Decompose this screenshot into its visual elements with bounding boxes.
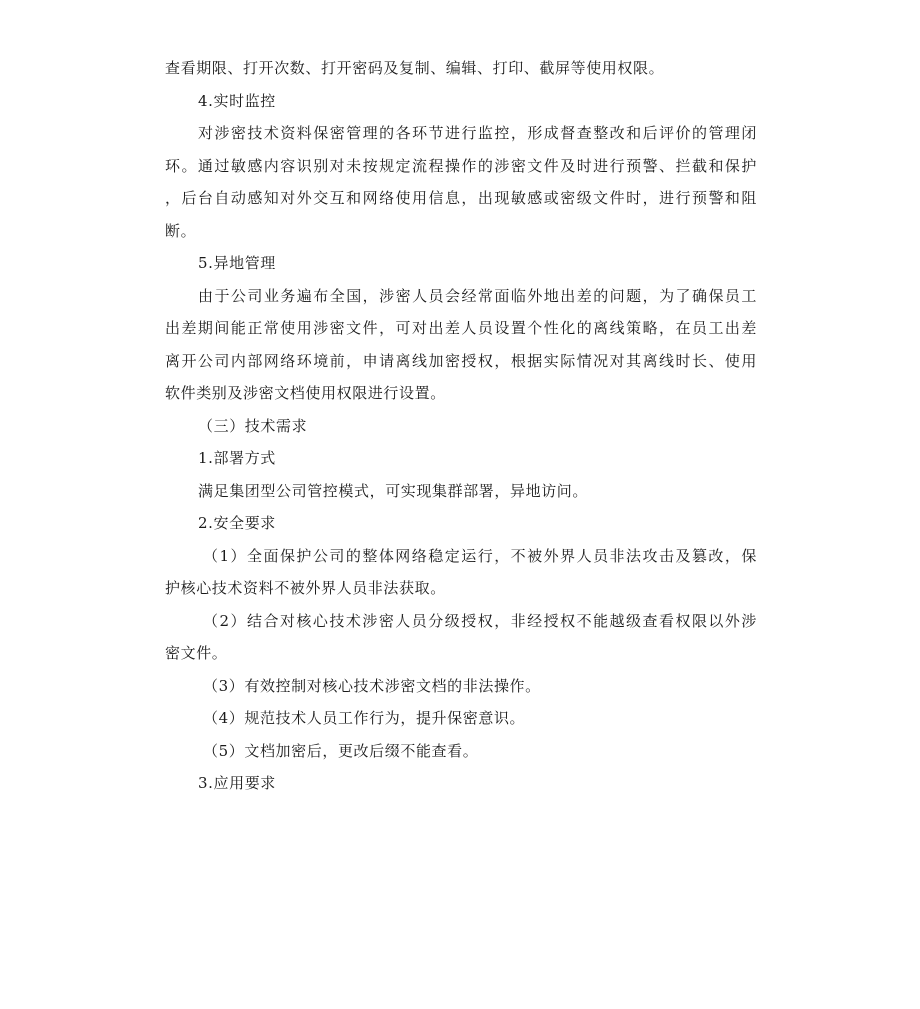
paragraph-line: 查看期限、打开次数、打开密码及复制、编辑、打印、截屏等使用权限。 xyxy=(165,59,665,77)
paragraph-line: 离开公司内部网络环境前，申请离线加密授权，根据实际情况对其离线时长、使用 xyxy=(165,351,757,370)
document-body xyxy=(165,52,757,800)
paragraph-line: 软件类别及涉密文档使用权限进行设置。 xyxy=(165,384,446,402)
section-heading: 4.实时监控 xyxy=(198,91,276,110)
paragraph-line: ，后台自动感知对外交互和网络使用信息，出现敏感或密级文件时，进行预警和阻 xyxy=(165,189,757,207)
list-item: （4）规范技术人员工作行为，提升保密意识。 xyxy=(203,709,526,727)
paragraph-line: 断。 xyxy=(165,221,197,240)
section-heading: 2.安全要求 xyxy=(198,514,276,532)
list-item: （5）文档加密后，更改后缀不能查看。 xyxy=(203,741,479,760)
list-item: （3）有效控制对核心技术涉密文档的非法操作。 xyxy=(203,676,541,695)
paragraph-line: 密文件。 xyxy=(165,644,228,662)
paragraph-first-line: 对涉密技术资料保密管理的各环节进行监控，形成督查整改和后评价的管理闭 xyxy=(198,124,757,142)
list-item-first-line: （1）全面保护公司的整体网络稳定运行，不被外界人员非法攻击及篡改，保 xyxy=(203,546,757,565)
section-heading: （三）技术需求 xyxy=(198,416,308,435)
section-heading: 1.部署方式 xyxy=(198,449,276,467)
paragraph-line: 护核心技术资料不被外界人员非法获取。 xyxy=(165,579,446,597)
paragraph-first-line: 满足集团型公司管控模式，可实现集群部署，异地访问。 xyxy=(198,481,589,500)
paragraph-line: 环。通过敏感内容识别对未按规定流程操作的涉密文件及时进行预警、拦截和保护 xyxy=(165,156,757,175)
list-item-first-line: （2）结合对核心技术涉密人员分级授权，非经授权不能越级查看权限以外涉 xyxy=(203,611,757,630)
paragraph-first-line: 由于公司业务遍布全国，涉密人员会经常面临外地出差的问题，为了确保员工 xyxy=(198,286,757,305)
paragraph-line: 出差期间能正常使用涉密文件，可对出差人员设置个性化的离线策略，在员工出差 xyxy=(165,319,757,337)
section-heading: 5.异地管理 xyxy=(198,254,276,272)
section-heading: 3.应用要求 xyxy=(198,774,276,792)
